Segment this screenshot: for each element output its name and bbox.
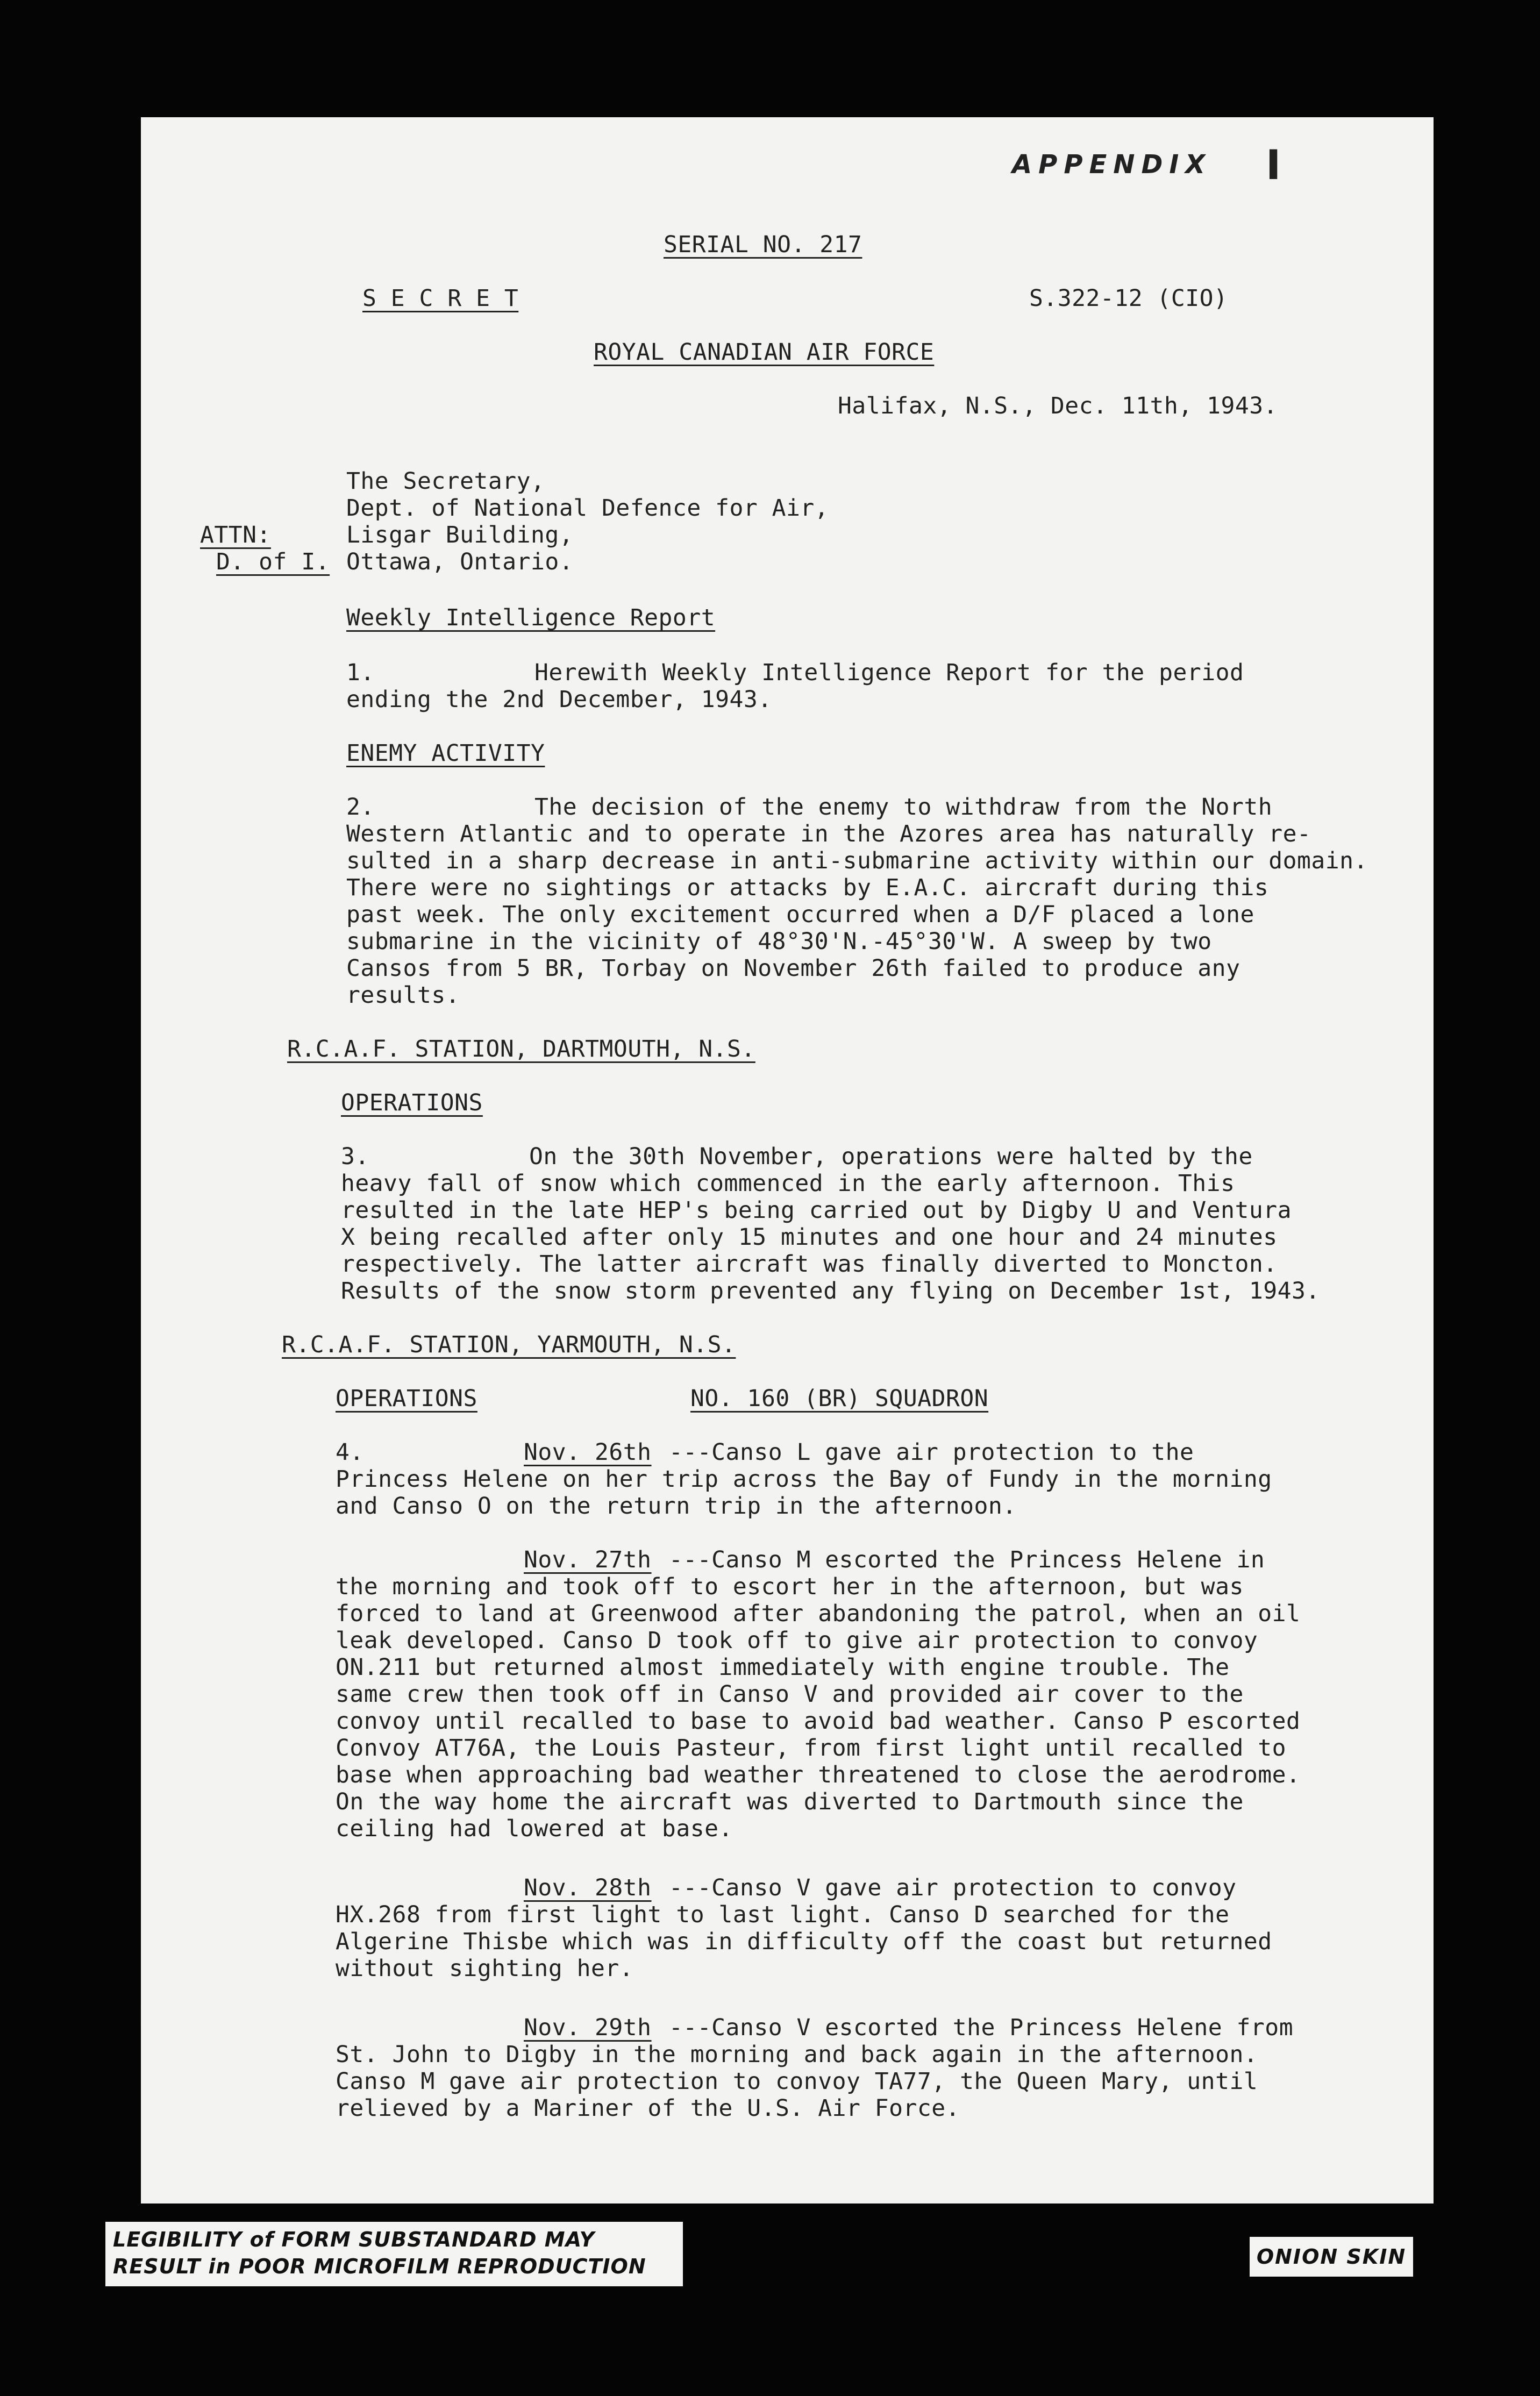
entry-date: Nov. 28th bbox=[524, 1874, 652, 1901]
para-line: ON.211 but returned almost immediately with engine trouble. The bbox=[336, 1654, 1230, 1681]
para-line: leak developed. Canso D took off to give air protection to convoy bbox=[336, 1627, 1258, 1654]
entry-date: Nov. 27th bbox=[524, 1546, 652, 1573]
para-line: heavy fall of snow which commenced in the early afternoon. This bbox=[341, 1170, 1235, 1197]
legibility-label bbox=[105, 2222, 683, 2286]
place-date: Halifax, N.S., Dec. 11th, 1943. bbox=[838, 393, 1278, 419]
squadron-heading: NO. 160 (BR) SQUADRON bbox=[690, 1385, 989, 1412]
para-line: submarine in the vicinity of 48°30'N.-45°30'W. A sweep by two bbox=[346, 928, 1212, 955]
para-line: Results of the snow storm prevented any flying on December 1st, 1943. bbox=[341, 1278, 1320, 1304]
document-page bbox=[141, 117, 1434, 2204]
attn-value: D. of I. bbox=[216, 548, 330, 575]
address-line: Lisgar Building, bbox=[346, 522, 574, 548]
para-line: On the 30th November, operations were halted by the bbox=[529, 1143, 1253, 1170]
para-line: Cansos from 5 BR, Torbay on November 26th failed to produce any bbox=[346, 955, 1240, 982]
para-line: relieved by a Mariner of the U.S. Air Force. bbox=[336, 2095, 960, 2122]
para-line: St. John to Digby in the morning and back again in the afternoon. bbox=[336, 2041, 1258, 2068]
file-reference: S.322-12 (CIO) bbox=[1029, 285, 1228, 312]
para-line: base when approaching bad weather threatened to close the aerodrome. bbox=[336, 1762, 1301, 1788]
appendix-numeral: I bbox=[1266, 141, 1281, 189]
attn-label: ATTN: bbox=[200, 522, 271, 548]
para-line: without sighting her. bbox=[336, 1955, 634, 1982]
para-line: ---Canso V gave air protection to convoy bbox=[669, 1874, 1237, 1901]
para-line: Canso M gave air protection to convoy TA77, the Queen Mary, until bbox=[336, 2068, 1258, 2095]
address-line: Dept. of National Defence for Air, bbox=[346, 495, 829, 522]
organization: ROYAL CANADIAN AIR FORCE bbox=[594, 339, 935, 366]
para-line: Herewith Weekly Intelligence Report for the period bbox=[534, 659, 1244, 686]
paragraph-number: 4. bbox=[336, 1439, 364, 1466]
legibility-line: LEGIBILITY of FORM SUBSTANDARD MAY bbox=[113, 2228, 595, 2251]
para-line: On the way home the aircraft was diverted to Dartmouth since the bbox=[336, 1788, 1244, 1815]
para-line: ceiling had lowered at base. bbox=[336, 1815, 733, 1842]
operations-heading: OPERATIONS bbox=[336, 1385, 477, 1412]
para-line: Western Atlantic and to operate in the Azores area has naturally re- bbox=[346, 821, 1311, 847]
para-line: HX.268 from first light to last light. Canso D searched for the bbox=[336, 1901, 1230, 1928]
entry-date: Nov. 26th bbox=[524, 1439, 652, 1466]
para-line: Convoy AT76A, the Louis Pasteur, from first light until recalled to bbox=[336, 1735, 1287, 1762]
para-line: ---Canso M escorted the Princess Helene in bbox=[669, 1546, 1265, 1573]
para-line: and Canso O on the return trip in the afternoon. bbox=[336, 1493, 1017, 1520]
para-line: sulted in a sharp decrease in anti-submarine activity within our domain. bbox=[346, 847, 1368, 874]
para-line: ending the 2nd December, 1943. bbox=[346, 686, 772, 713]
para-line: Princess Helene on her trip across the Bay of Fundy in the morning bbox=[336, 1466, 1272, 1493]
para-line: respectively. The latter aircraft was finally diverted to Moncton. bbox=[341, 1251, 1278, 1278]
para-line: past week. The only excitement occurred when a D/F placed a lone bbox=[346, 901, 1254, 928]
onion-skin-label: ONION SKIN bbox=[1250, 2237, 1413, 2277]
subject: Weekly Intelligence Report bbox=[346, 604, 716, 631]
para-line: ---Canso L gave air protection to the bbox=[669, 1439, 1194, 1466]
operations-heading: OPERATIONS bbox=[341, 1089, 483, 1116]
entry-date: Nov. 29th bbox=[524, 2014, 652, 2041]
para-line: ---Canso V escorted the Princess Helene from bbox=[669, 2014, 1294, 2041]
paragraph-number: 2. bbox=[346, 794, 375, 821]
address-line: Ottawa, Ontario. bbox=[346, 548, 574, 575]
paragraph-number: 3. bbox=[341, 1143, 369, 1170]
appendix-annotation: APPENDIX bbox=[1012, 149, 1212, 180]
para-line: convoy until recalled to base to avoid bad weather. Canso P escorted bbox=[336, 1708, 1301, 1735]
section-heading: ENEMY ACTIVITY bbox=[346, 740, 545, 767]
address-line: The Secretary, bbox=[346, 468, 545, 495]
paragraph-number: 1. bbox=[346, 659, 375, 686]
para-line: Algerine Thisbe which was in difficulty off the coast but returned bbox=[336, 1928, 1272, 1955]
classification: S E C R E T bbox=[362, 285, 519, 312]
para-line: The decision of the enemy to withdraw from the North bbox=[534, 794, 1273, 821]
station-heading: R.C.A.F. STATION, DARTMOUTH, N.S. bbox=[287, 1036, 755, 1062]
para-line: results. bbox=[346, 982, 460, 1009]
para-line: X being recalled after only 15 minutes and one hour and 24 minutes bbox=[341, 1224, 1278, 1251]
legibility-line: RESULT in POOR MICROFILM REPRODUCTION bbox=[113, 2255, 646, 2278]
para-line: There were no sightings or attacks by E.A.C. aircraft during this bbox=[346, 874, 1269, 901]
serial-number: SERIAL NO. 217 bbox=[664, 231, 862, 258]
para-line: resulted in the late HEP's being carried out by Digby U and Ventura bbox=[341, 1197, 1292, 1224]
para-line: the morning and took off to escort her in the afternoon, but was bbox=[336, 1573, 1244, 1600]
para-line: same crew then took off in Canso V and provided air cover to the bbox=[336, 1681, 1244, 1708]
para-line: forced to land at Greenwood after abandoning the patrol, when an oil bbox=[336, 1600, 1301, 1627]
station-heading: R.C.A.F. STATION, YARMOUTH, N.S. bbox=[282, 1331, 736, 1358]
